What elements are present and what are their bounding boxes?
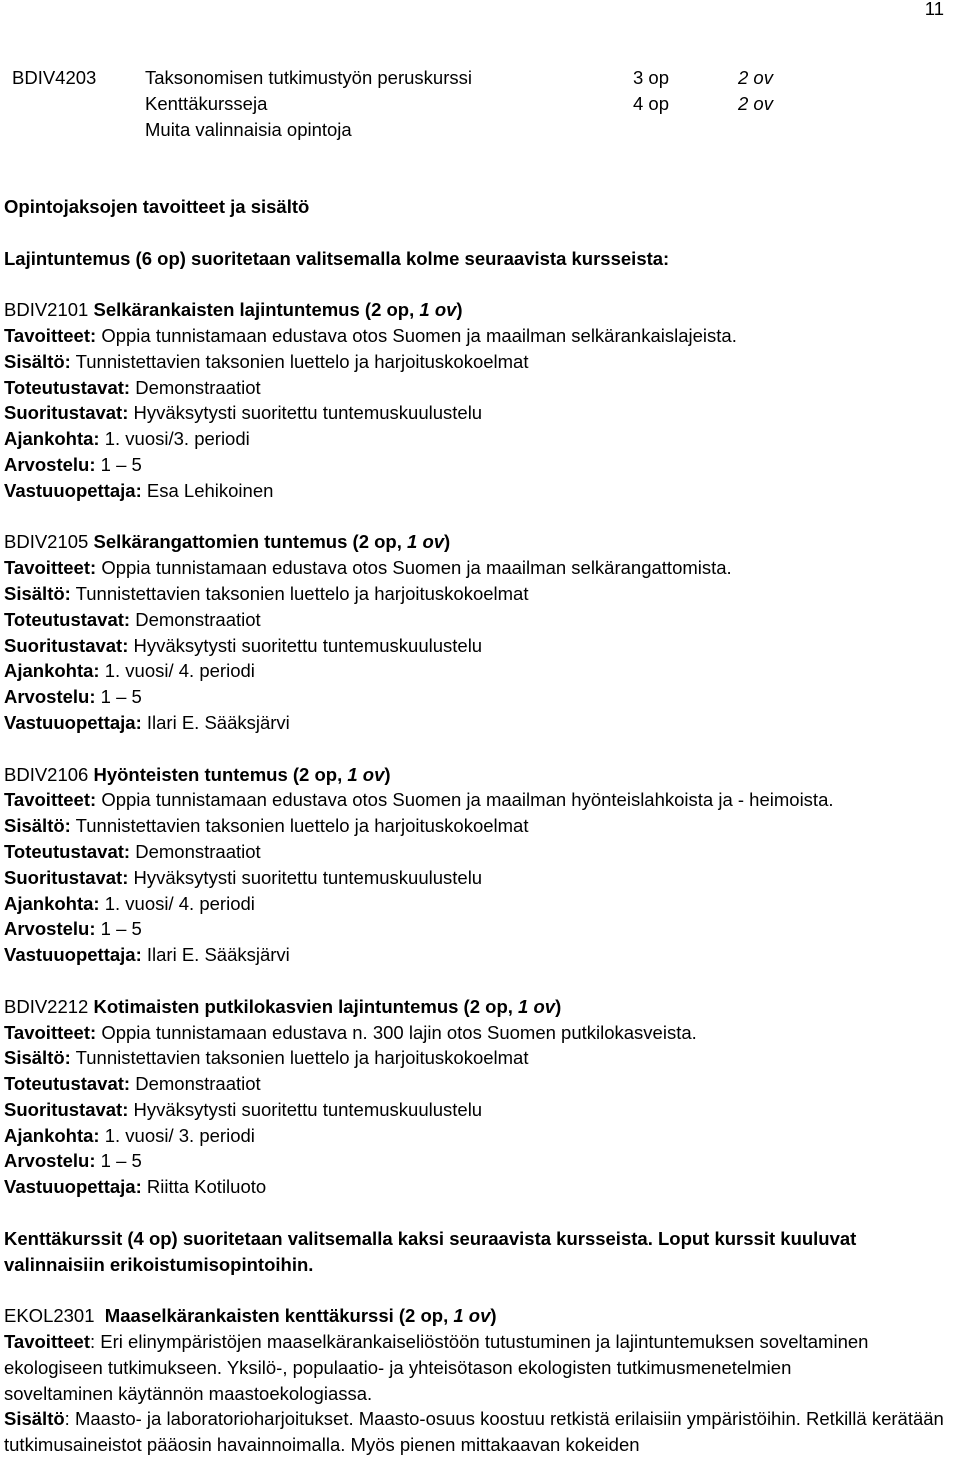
intro-name: Muita valinnaisia opintoja (145, 118, 352, 140)
course-title: BDIV2105 Selkärangattomien tuntemus (2 op, 1 ov) (4, 531, 451, 553)
course-block (4, 297, 960, 503)
document-body (4, 194, 960, 1458)
course-vastuuopettaja: Vastuuopettaja: Ilari E. Sääksjärvi (4, 944, 290, 966)
course-suoritustavat: Suoritustavat: Hyväksytysti suoritettu tuntemuskuulustelu (4, 634, 483, 656)
course-vastuuopettaja: Vastuuopettaja: Esa Lehikoinen (4, 479, 274, 501)
course-arvostelu: Arvostelu: 1 – 5 (4, 453, 142, 475)
section-heading: Opintojaksojen tavoitteet ja sisältö (4, 196, 310, 217)
course-tavoitteet: Tavoitteet: Oppia tunnistamaan edustava otos Suomen ja maailman selkärankaislajeista. (4, 324, 737, 346)
course-ajankohta: Ajankohta: 1. vuosi/3. periodi (4, 428, 250, 450)
course-suoritustavat: Suoritustavat: Hyväksytysti suoritettu tuntemuskuulustelu (4, 402, 483, 424)
course-arvostelu: Arvostelu: 1 – 5 (4, 918, 142, 940)
course-arvostelu: Arvostelu: 1 – 5 (4, 686, 142, 708)
course-tavoitteet: Tavoitteet: Eri elinympäristöjen maaselkärankaiseliöstöön tutustuminen ja lajintuntemuksen soveltaminen ekologiseen tutkimukseen. Yksilö-, populaatio- ja yhteisötason ekologisten tutkimusmenetelmien soveltaminen käytännön maastoekologiassa. (4, 1331, 869, 1404)
intro-name: Kenttäkursseja (145, 92, 268, 114)
course-arvostelu: Arvostelu: 1 – 5 (4, 1150, 142, 1172)
course-block (4, 529, 960, 735)
intro-op: 3 op (633, 67, 670, 88)
course-suoritustavat: Suoritustavat: Hyväksytysti suoritettu tuntemuskuulustelu (4, 866, 483, 888)
page-number: 11 (924, 0, 944, 19)
lajintuntemus-intro: Lajintuntemus (6 op) suoritetaan valitsemalla kolme seuraavista kursseista: (4, 247, 670, 269)
course-title: EKOL2301 Maaselkärankaisten kenttäkurssi (2 op, 1 ov) (4, 1305, 497, 1327)
course-sisalto: Sisältö: Tunnistettavien taksonien luettelo ja harjoituskokoelmat (4, 815, 529, 837)
intro-code: BDIV4203 (12, 67, 97, 88)
course-block (4, 762, 960, 968)
course-tavoitteet: Tavoitteet: Oppia tunnistamaan edustava otos Suomen ja maailman selkärangattomista. (4, 557, 732, 579)
course-vastuuopettaja: Vastuuopettaja: Riitta Kotiluoto (4, 1176, 267, 1198)
course-ajankohta: Ajankohta: 1. vuosi/ 3. periodi (4, 1124, 255, 1146)
course-tavoitteet: Tavoitteet: Oppia tunnistamaan edustava otos Suomen ja maailman hyönteislahkoista ja - heimoista. (4, 789, 834, 811)
course-vastuuopettaja: Vastuuopettaja: Ilari E. Sääksjärvi (4, 711, 290, 733)
course-block (4, 1303, 960, 1458)
course-suoritustavat: Suoritustavat: Hyväksytysti suoritettu tuntemuskuulustelu (4, 1098, 483, 1120)
course-ajankohta: Ajankohta: 1. vuosi/ 4. periodi (4, 892, 255, 914)
course-title: BDIV2212 Kotimaisten putkilokasvien lajintuntemus (2 op, 1 ov) (4, 995, 562, 1017)
course-title: BDIV2101 Selkärankaisten lajintuntemus (2 op, 1 ov) (4, 299, 463, 321)
course-tavoitteet: Tavoitteet: Oppia tunnistamaan edustava n. 300 lajin otos Suomen putkilokasveista. (4, 1021, 697, 1043)
intro-ov: 2 ov (738, 92, 773, 114)
course-toteutustavat: Toteutustavat: Demonstraatiot (4, 1073, 261, 1095)
course-title: BDIV2106 Hyönteisten tuntemus (2 op, 1 ov) (4, 763, 391, 785)
intro-op: 4 op (633, 92, 670, 114)
course-toteutustavat: Toteutustavat: Demonstraatiot (4, 840, 261, 862)
kenttakurssit-intro: Kenttäkurssit (4 op) suoritetaan valitsemalla kaksi seuraavista kursseista. Loput kurssit kuuluvat valinnaisiin erikoistumisopintoihin. (4, 1227, 857, 1275)
intro-ov: 2 ov (738, 67, 773, 88)
course-sisalto: Sisältö: Tunnistettavien taksonien luettelo ja harjoituskokoelmat (4, 1047, 529, 1069)
course-sisalto: Sisältö: Tunnistettavien taksonien luettelo ja harjoituskokoelmat (4, 350, 529, 372)
course-toteutustavat: Toteutustavat: Demonstraatiot (4, 608, 261, 630)
intro-name: Taksonomisen tutkimustyön peruskurssi (145, 67, 472, 88)
course-sisalto: Sisältö: Maasto- ja laboratorioharjoitukset. Maasto-osuus koostuu retkistä erilaisiin ympäristöihin. Retkillä kerätään tutkimusaineistot pääosin havainnoimalla. Myös pienen mittakaavan kokeiden (4, 1408, 944, 1456)
course-sisalto: Sisältö: Tunnistettavien taksonien luettelo ja harjoituskokoelmat (4, 582, 529, 604)
course-toteutustavat: Toteutustavat: Demonstraatiot (4, 376, 261, 398)
course-block (4, 994, 960, 1200)
course-ajankohta: Ajankohta: 1. vuosi/ 4. periodi (4, 660, 255, 682)
